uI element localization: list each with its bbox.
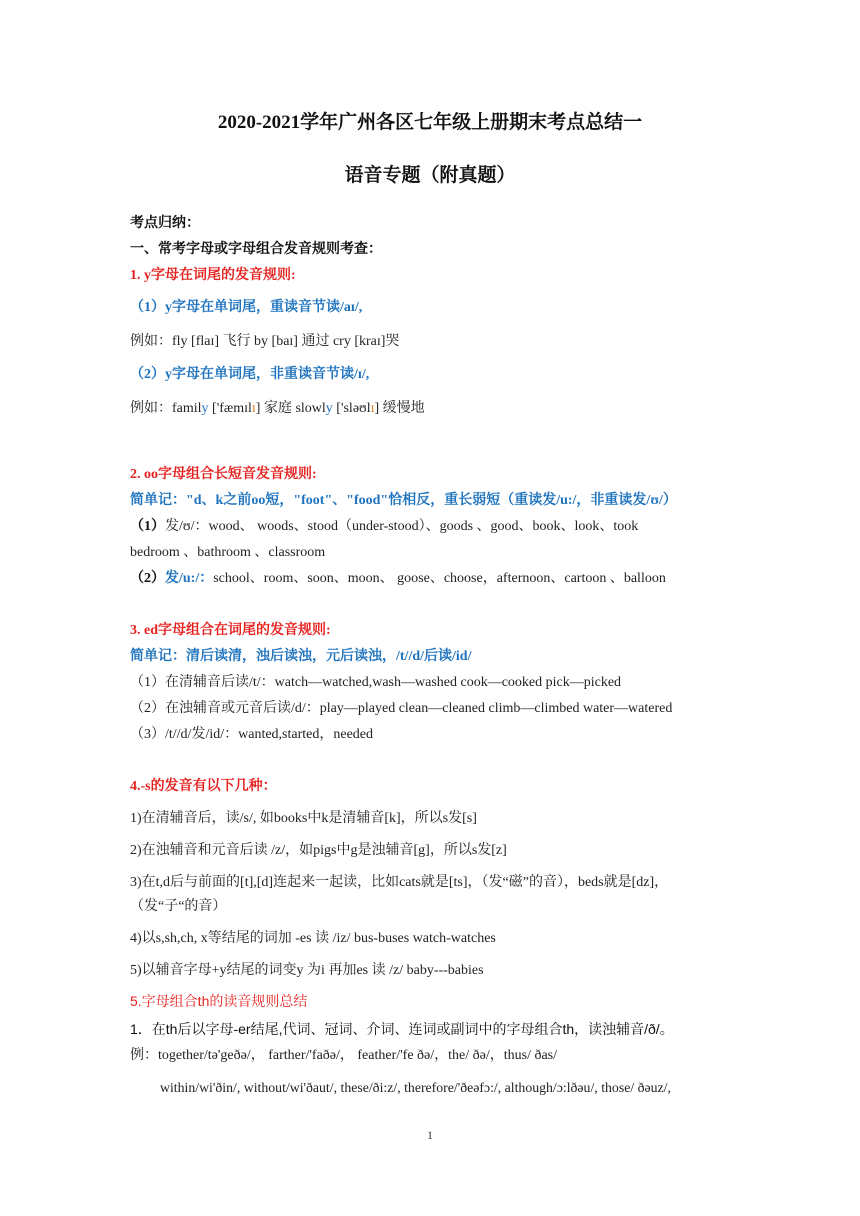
- section-5-line1: 1．在th后以字母-er结尾,代词、冠词、介词、连词或副词中的字母组合th，读浊辅音/ð/。: [130, 1021, 674, 1037]
- section-2-line1b: bedroom 、bathroom 、classroom: [130, 545, 326, 560]
- section-2-title: 2. oo字母组合长短音发音规则:: [130, 467, 317, 482]
- section-5-line2: 例：together/tə'geðə/， farther/'faðə/， feather/'fe ðə/，the/ ðə/，thus/ ðas/: [130, 1048, 558, 1063]
- section-5-line3: within/wi'ðin/, without/wi'ðaut/, these/ði:z/, therefore/'ðeəfɔ:/, although/ɔ:lðəu/, those/ ðəuz/,: [160, 1080, 671, 1095]
- section-1-example1: 例如：fly [flaɪ] 飞行 by [baɪ] 通过 cry [kraɪ]哭: [130, 334, 400, 349]
- section-3-line1: （1）在清辅音后读/t/：watch—watched,wash—washed cook—cooked pick—picked: [130, 675, 622, 690]
- section-3-line3: （3）/t//d/发/id/：wanted,started，needed: [130, 727, 374, 742]
- heading-section-one: 一、常考字母或字母组合发音规则考查：: [130, 242, 382, 257]
- section-4-title: 4.-s的发音有以下几种：: [130, 779, 277, 794]
- section-4-line5: 5)以辅音字母+y结尾的词变y 为i 再加es 读 /z/ baby---babies: [130, 963, 484, 978]
- section-4-line3: 3)在t,d后与前面的[t],[d]连起来一起读，比如cats就是[ts]，（发“磁”的音），beds就是[dz]，: [130, 875, 669, 890]
- section-3-title: 3. ed字母组合在词尾的发音规则:: [130, 623, 331, 638]
- section-1-example2: 例如：family ['fæmɪlɪ] 家庭 slowly ['sləʊlɪ] 缓慢地: [130, 401, 425, 416]
- section-2-mnemonic: 简单记："d、k之前oo短，"foot"、"food"恰相反，重长弱短（重读发/u:/，非重读发/ʊ/）: [130, 493, 677, 508]
- section-2-line1: （1）发/ʊ/：wood、 woods、stood（under-stood）、goods 、good、book、look、took: [130, 519, 639, 534]
- page-number: 1: [427, 1128, 433, 1142]
- section-4-line3b: （发“子“的音）: [130, 899, 227, 914]
- document-subtitle: 语音专题（附真题）: [344, 165, 516, 186]
- section-4-line4: 4)以s,sh,ch, x等结尾的词加 -es 读 /iz/ bus-buses watch-watches: [130, 931, 496, 946]
- heading-kaodian: 考点归纳：: [130, 216, 200, 231]
- section-3-mnemonic: 简单记：清后读清，浊后读浊，元后读浊，/t//d/后读/id/: [130, 649, 472, 664]
- section-1-title: 1. y字母在词尾的发音规则:: [130, 268, 296, 283]
- section-3-line2: （2）在浊辅音或元音后读/d/：play—played clean—cleaned climb—climbed water—watered: [130, 701, 673, 716]
- section-1-sub1: （1）y字母在单词尾，重读音节读/aɪ/,: [130, 300, 363, 315]
- section-2-line2: （2）发/u:/：school、room、soon、moon、 goose、choose，afternoon、cartoon 、balloon: [130, 571, 666, 586]
- document-title: 2020-2021学年广州各区七年级上册期末考点总结一: [217, 112, 643, 133]
- section-4-line1: 1)在清辅音后，读/s/, 如books中k是清辅音[k]，所以s发[s]: [130, 811, 477, 826]
- section-5-title: 5.字母组合th的读音规则总结: [130, 993, 308, 1009]
- section-4-line2: 2)在浊辅音和元音后读 /z/，如pigs中g是浊辅音[g]，所以s发[z]: [130, 843, 507, 858]
- section-1-sub2: （2）y字母在单词尾，非重读音节读/ɪ/,: [130, 367, 370, 382]
